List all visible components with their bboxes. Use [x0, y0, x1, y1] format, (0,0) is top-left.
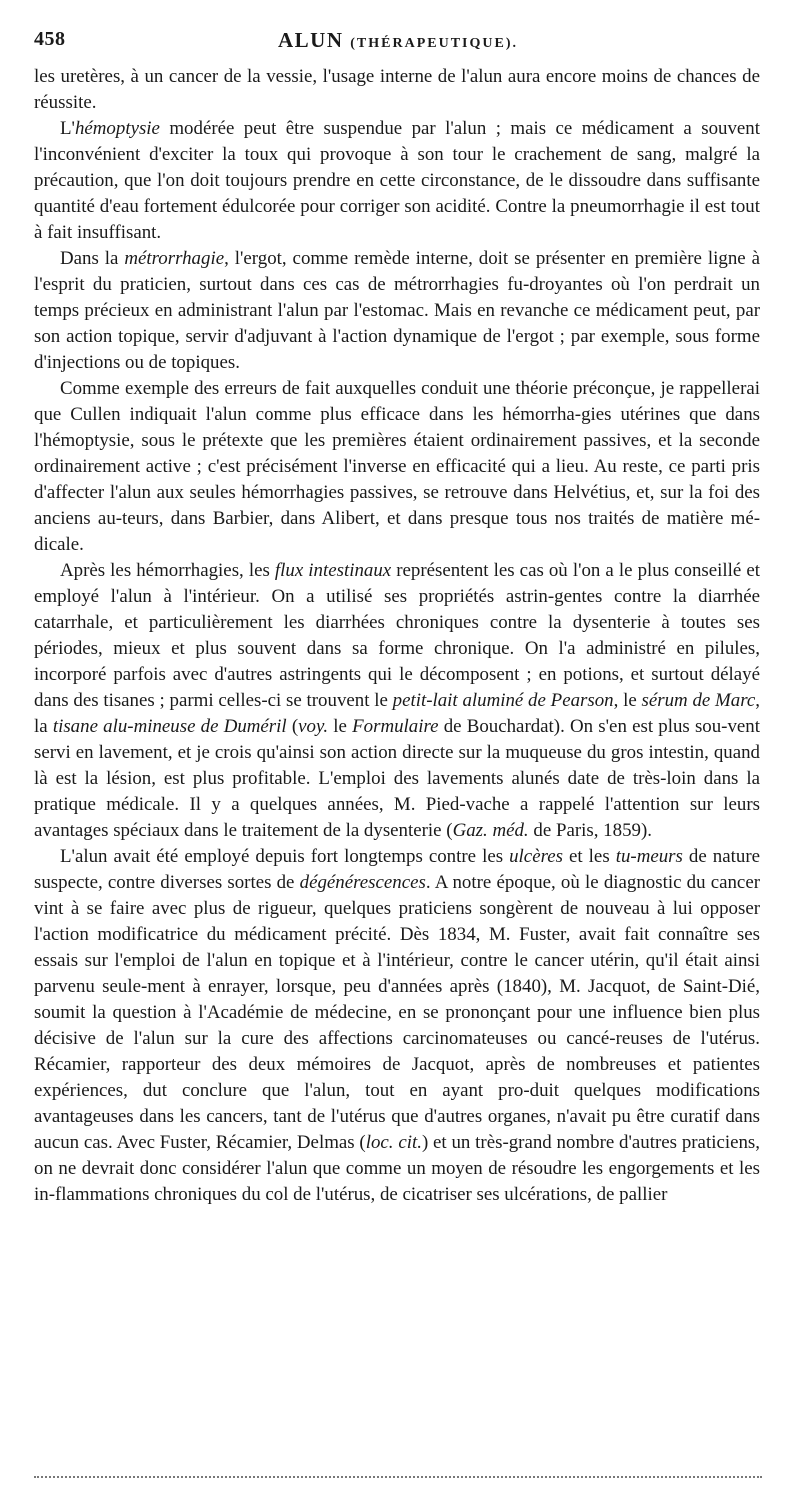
- italic-term: loc. cit.: [365, 1132, 422, 1153]
- italic-term: Gaz. méd.: [452, 820, 529, 841]
- text-run: de nature suspecte, contre diverses sortes de: [34, 846, 761, 893]
- text-run: Dans la: [60, 248, 125, 269]
- italic-term: dégénérescences: [299, 872, 426, 893]
- italic-term: ulcères: [509, 846, 563, 867]
- paragraph: [34, 558, 760, 844]
- running-head-subtitle: (THÉRAPEUTIQUE).: [350, 36, 518, 51]
- text-run: , l'ergot, comme remède interne, doit se présenter en première ligne à l'esprit du praticien, surtout dans ces cas de métrorrhagies fu-droyantes où l'on perdrait un temps précieux en administrant l'alun par l'estomac. Mais en revanche ce médicament peut, par son action topique, servir d'adjuvant à l'action dynamique de l'ergot ; par exemple, sous forme d'injections ou de topiques.: [34, 248, 760, 373]
- italic-term: hémoptysie: [74, 118, 160, 139]
- text-run: de Bouchardat). On s'en est plus sou-vent servi en lavement, et je crois qu'ainsi son action directe sur la muqueuse du gros intestin, quand là est la lésion, est plus profitable. L'emploi des lavements alunés date de très-loin dans la pratique médicale. Il y a quelques années, M. Pied-vache a rappelé l'attention sur leurs avantages spéciaux dans le traitement de la dysenterie (: [34, 716, 761, 841]
- body-text: [34, 64, 760, 1208]
- text-run: L'alun avait été employé depuis fort longtemps contre les: [60, 846, 510, 867]
- footer-dotted-rule: [34, 1476, 762, 1478]
- paragraph: [34, 116, 760, 246]
- running-head: [34, 28, 762, 53]
- page-header: [34, 28, 762, 56]
- italic-term: petit-lait aluminé de Pearson: [392, 690, 614, 711]
- text-run: , la: [34, 690, 760, 737]
- text-run: Après les hémorrhagies, les: [60, 560, 275, 581]
- paragraph: [34, 376, 760, 558]
- text-run: L': [60, 118, 75, 139]
- italic-term: tisane alu-mineuse de Duméril: [52, 716, 287, 737]
- italic-term: Formulaire: [352, 716, 439, 737]
- text-run: le: [328, 716, 353, 737]
- paragraph: [34, 844, 760, 1208]
- text-run: de Paris, 1859).: [528, 820, 652, 841]
- italic-term: sérum de Marc: [641, 690, 756, 711]
- running-head-title: ALUN: [278, 28, 344, 52]
- text-run: les uretères, à un cancer de la vessie, l'usage interne de l'alun aura encore moins de chances de réussite.: [34, 66, 760, 113]
- text-run: modérée peut être suspendue par l'alun ; mais ce médicament a souvent l'inconvénient d'exciter la toux qui provoque à son tour le crachement de sang, malgré la précaution, que l'on doit toujours prendre en cette circonstance, de le dissoudre dans suffisante quantité d'eau fortement édulcorée pour corriger son acidité. Contre la pneumorrhagie il est tout à fait insuffisant.: [34, 118, 760, 243]
- text-run: Comme exemple des erreurs de fait auxquelles conduit une théorie préconçue, je rappellerai que Cullen indiquait l'alun comme plus efficace dans les hémorrha-gies utérines que dans l'hémoptysie, sous le prétexte que les premières étaient ordinairement passives, et la seconde ordinairement active ; c'est précisément l'inverse en efficacité qui a lieu. Au reste, ce parti pris d'affecter l'alun aux seules hémorrhagies passives, se retrouve dans Helvétius, et, sur la foi des anciens au-teurs, dans Barbier, dans Alibert, et dans presque tous nos traités de matière mé-dicale.: [34, 378, 760, 555]
- text-run: . A notre époque, où le diagnostic du cancer vint à se faire avec plus de rigueur, quelques praticiens songèrent de nouveau à lui opposer l'action modificatrice du médicament précité. Dès 1834, M. Fuster, avait fait connaître ses essais sur l'emploi de l'alun en topique et à l'intérieur, contre le cancer utérin, qu'il était ainsi parvenu seule-ment à enrayer, lorsque, peu d'années après (1840), M. Jacquot, de Saint-Dié, soumit la question à l'Académie de médecine, en se prononçant pour une influence bien plus décisive de l'alun sur la cure des affections carcinomateuses ou cancé-reuses de l'utérus. Récamier, rapporteur des deux mémoires de Jacquot, après de nombreuses et patientes expériences, dut conclure que l'alun, tout en ayant pro-duit quelques modifications avantageuses dans les cancers, tant de l'utérus que d'autres organes, n'avait pu être curatif dans aucun cas. Avec Fuster, Récamier, Delmas (: [34, 872, 760, 1153]
- text-run: , le: [613, 690, 642, 711]
- italic-term: métrorrhagie: [124, 248, 225, 269]
- text-run: ) et un très-grand nombre d'autres praticiens, on ne devrait donc considérer l'alun que comme un moyen de résoudre les engorgements et les in-flammations chroniques du col de l'utérus, de cicatriser ses ulcérations, de pallier: [34, 1132, 760, 1205]
- italic-term: voy.: [298, 716, 329, 737]
- text-run: représentent les cas où l'on a le plus conseillé et employé l'alun à l'intérieur. On a utilisé ses propriétés astrin-gentes contre la diarrhée catarrhale, et particulièrement les diarrhées chroniques contre la dysenterie à toutes ses périodes, mieux et plus souvent dans sa forme chronique. On l'a administré en pilules, incorporé parfois avec d'autres astringents qui le décomposent ; en potions, et surtout délayé dans des tisanes ; parmi celles-ci se trouvent le: [34, 560, 760, 711]
- text-run: (: [286, 716, 299, 737]
- paragraph: [34, 64, 760, 116]
- italic-term: flux intestinaux: [274, 560, 392, 581]
- paragraph: [34, 246, 760, 376]
- page-number: 458: [34, 28, 66, 50]
- italic-term: tu-meurs: [615, 846, 683, 867]
- text-run: et les: [562, 846, 616, 867]
